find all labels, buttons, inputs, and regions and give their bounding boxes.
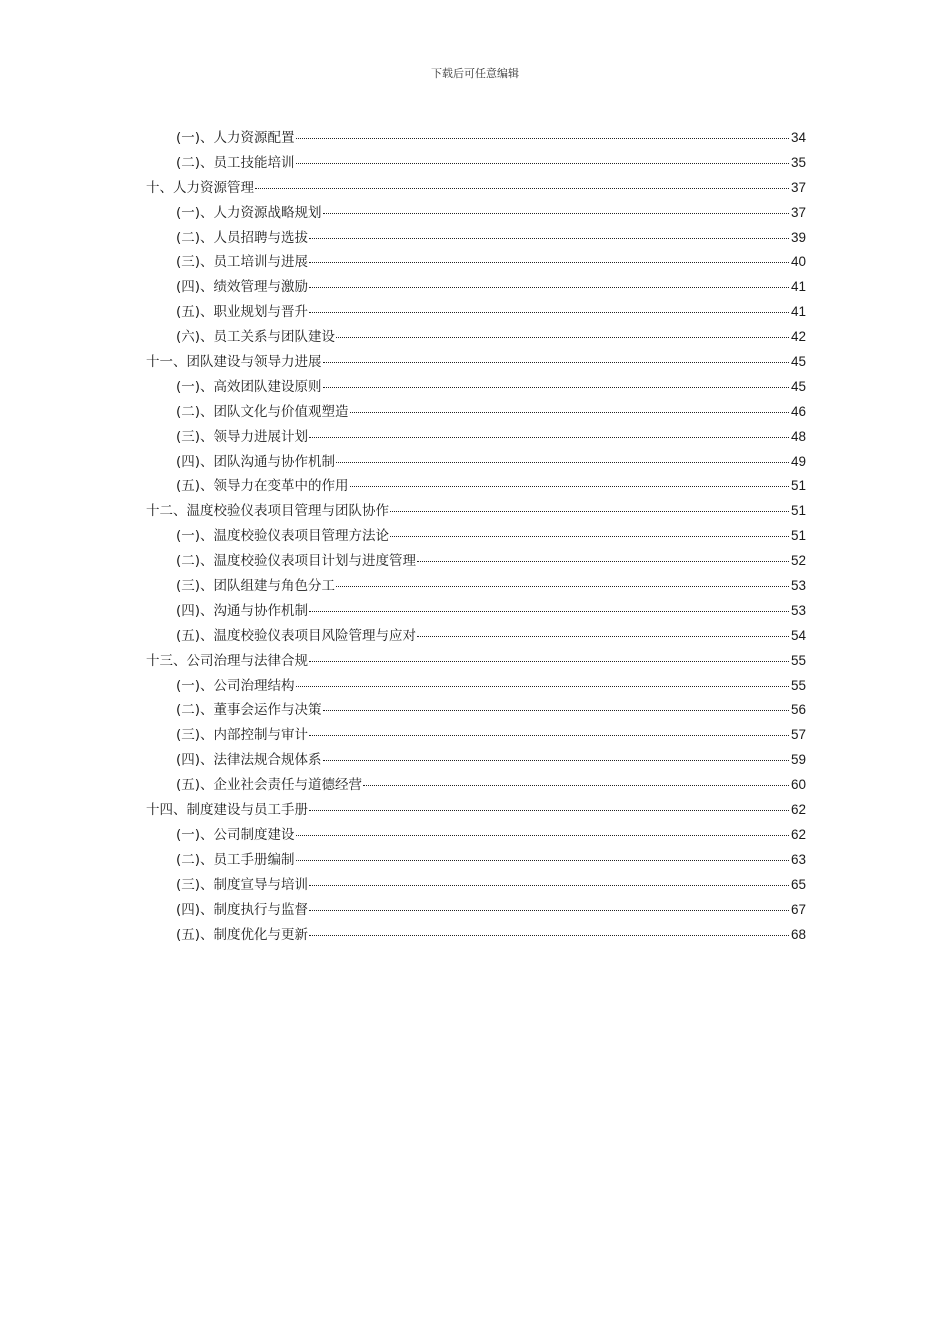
toc-entry-page-number: 53 xyxy=(790,602,806,618)
toc-entry-page-number: 41 xyxy=(790,279,806,295)
toc-dot-leader xyxy=(390,510,789,512)
toc-entry-page-number: 51 xyxy=(790,503,806,519)
toc-dot-leader xyxy=(309,311,789,313)
toc-dot-leader xyxy=(323,386,789,388)
toc-entry-page-number: 54 xyxy=(790,627,806,643)
toc-section-entry[interactable] xyxy=(146,698,806,723)
toc-entry-page-number: 60 xyxy=(790,777,806,793)
toc-dot-leader xyxy=(255,187,789,189)
table-of-contents xyxy=(146,126,806,947)
toc-section-entry[interactable] xyxy=(146,226,806,251)
toc-chapter-entry[interactable] xyxy=(146,350,806,375)
toc-section-entry[interactable] xyxy=(146,450,806,475)
toc-section-entry[interactable] xyxy=(146,549,806,574)
toc-dot-leader xyxy=(336,585,789,587)
toc-section-entry[interactable] xyxy=(146,201,806,226)
toc-entry-title: (一)、公司制度建设 xyxy=(176,826,295,843)
toc-entry-title: (五)、制度优化与更新 xyxy=(176,926,309,943)
toc-chapter-entry[interactable] xyxy=(146,798,806,823)
toc-entry-page-number: 42 xyxy=(790,329,806,345)
toc-chapter-entry[interactable] xyxy=(146,499,806,524)
toc-entry-page-number: 63 xyxy=(790,851,806,867)
toc-entry-title: (二)、团队文化与价值观塑造 xyxy=(176,403,349,420)
toc-entry-page-number: 45 xyxy=(790,354,806,370)
toc-dot-leader xyxy=(323,361,789,363)
toc-entry-title: (二)、员工技能培训 xyxy=(176,154,295,171)
toc-section-entry[interactable] xyxy=(146,151,806,176)
toc-chapter-entry[interactable] xyxy=(146,176,806,201)
toc-entry-title: (一)、温度校验仪表项目管理方法论 xyxy=(176,528,390,545)
toc-entry-title: (六)、员工关系与团队建设 xyxy=(176,329,336,346)
toc-entry-title: (一)、高效团队建设原则 xyxy=(176,378,322,395)
toc-dot-leader xyxy=(309,436,789,438)
toc-entry-page-number: 57 xyxy=(790,727,806,743)
toc-entry-page-number: 59 xyxy=(790,752,806,768)
toc-entry-title: (一)、公司治理结构 xyxy=(176,677,295,694)
toc-entry-title: (五)、领导力在变革中的作用 xyxy=(176,478,349,495)
toc-entry-page-number: 51 xyxy=(790,528,806,544)
toc-entry-title: (四)、绩效管理与激励 xyxy=(176,279,309,296)
toc-section-entry[interactable] xyxy=(146,723,806,748)
toc-section-entry[interactable] xyxy=(146,325,806,350)
toc-entry-title: (五)、温度校验仪表项目风险管理与应对 xyxy=(176,627,417,644)
toc-dot-leader xyxy=(309,934,789,936)
toc-section-entry[interactable] xyxy=(146,873,806,898)
toc-section-entry[interactable] xyxy=(146,823,806,848)
toc-dot-leader xyxy=(309,610,789,612)
toc-entry-page-number: 46 xyxy=(790,403,806,419)
toc-dot-leader xyxy=(350,411,789,413)
toc-dot-leader xyxy=(417,635,789,637)
toc-section-entry[interactable] xyxy=(146,898,806,923)
toc-dot-leader xyxy=(309,884,789,886)
toc-dot-leader xyxy=(309,660,789,662)
toc-section-entry[interactable] xyxy=(146,773,806,798)
toc-section-entry[interactable] xyxy=(146,574,806,599)
toc-dot-leader xyxy=(296,834,789,836)
toc-dot-leader xyxy=(323,709,789,711)
toc-dot-leader xyxy=(390,535,789,537)
toc-section-entry[interactable] xyxy=(146,126,806,151)
toc-section-entry[interactable] xyxy=(146,300,806,325)
toc-dot-leader xyxy=(296,859,789,861)
toc-entry-page-number: 56 xyxy=(790,702,806,718)
toc-entry-title: (三)、团队组建与角色分工 xyxy=(176,578,336,595)
toc-entry-page-number: 37 xyxy=(790,179,806,195)
toc-dot-leader xyxy=(309,286,789,288)
toc-dot-leader xyxy=(296,162,789,164)
toc-dot-leader xyxy=(323,212,789,214)
toc-dot-leader xyxy=(323,759,789,761)
toc-entry-title: (三)、领导力进展计划 xyxy=(176,428,309,445)
toc-section-entry[interactable] xyxy=(146,275,806,300)
toc-dot-leader xyxy=(309,237,789,239)
toc-dot-leader xyxy=(296,137,789,139)
toc-entry-page-number: 49 xyxy=(790,453,806,469)
toc-entry-page-number: 62 xyxy=(790,826,806,842)
toc-entry-page-number: 68 xyxy=(790,926,806,942)
toc-entry-page-number: 45 xyxy=(790,378,806,394)
toc-entry-title: (四)、团队沟通与协作机制 xyxy=(176,453,336,470)
toc-entry-page-number: 48 xyxy=(790,428,806,444)
toc-dot-leader xyxy=(309,261,789,263)
toc-entry-title: (四)、制度执行与监督 xyxy=(176,901,309,918)
toc-entry-title: (一)、人力资源配置 xyxy=(176,130,295,146)
toc-dot-leader xyxy=(417,560,789,562)
toc-dot-leader xyxy=(309,909,789,911)
toc-section-entry[interactable] xyxy=(146,624,806,649)
toc-entry-title: (三)、员工培训与进展 xyxy=(176,254,309,271)
toc-entry-page-number: 40 xyxy=(790,254,806,270)
page-header: 下载后可任意编辑 xyxy=(431,67,519,80)
toc-entry-title: (三)、内部控制与审计 xyxy=(176,727,309,744)
toc-section-entry[interactable] xyxy=(146,375,806,400)
toc-entry-title: 十二、温度校验仪表项目管理与团队协作 xyxy=(146,503,389,520)
toc-entry-page-number: 55 xyxy=(790,652,806,668)
toc-entry-title: (二)、人员招聘与选拔 xyxy=(176,229,309,246)
toc-entry-title: (二)、董事会运作与决策 xyxy=(176,702,322,719)
toc-entry-title: (三)、制度宣导与培训 xyxy=(176,876,309,893)
toc-entry-title: (四)、沟通与协作机制 xyxy=(176,602,309,619)
toc-entry-page-number: 67 xyxy=(790,901,806,917)
toc-entry-page-number: 53 xyxy=(790,578,806,594)
toc-entry-page-number: 65 xyxy=(790,876,806,892)
toc-entry-title: (四)、法律法规合规体系 xyxy=(176,752,322,769)
toc-dot-leader xyxy=(336,336,789,338)
toc-entry-title: 十一、团队建设与领导力进展 xyxy=(146,354,322,371)
toc-dot-leader xyxy=(296,685,789,687)
toc-dot-leader xyxy=(350,485,789,487)
toc-section-entry[interactable] xyxy=(146,400,806,425)
toc-entry-title: (五)、企业社会责任与道德经营 xyxy=(176,777,363,794)
toc-entry-title: (二)、温度校验仪表项目计划与进度管理 xyxy=(176,553,417,570)
toc-entry-page-number: 41 xyxy=(790,304,806,320)
toc-entry-title: (二)、员工手册编制 xyxy=(176,851,295,868)
toc-dot-leader xyxy=(309,734,789,736)
toc-section-entry[interactable] xyxy=(146,674,806,699)
toc-entry-page-number: 35 xyxy=(790,154,806,170)
toc-chapter-entry[interactable] xyxy=(146,649,806,674)
toc-section-entry[interactable] xyxy=(146,250,806,275)
toc-entry-page-number: 51 xyxy=(790,478,806,494)
toc-entry-title: (五)、职业规划与晋升 xyxy=(176,304,309,321)
toc-entry-page-number: 39 xyxy=(790,229,806,245)
toc-section-entry[interactable] xyxy=(146,474,806,499)
toc-entry-title: 十三、公司治理与法律合规 xyxy=(146,652,308,669)
toc-section-entry[interactable] xyxy=(146,748,806,773)
toc-section-entry[interactable] xyxy=(146,524,806,549)
toc-section-entry[interactable] xyxy=(146,848,806,873)
toc-entry-page-number: 55 xyxy=(790,677,806,693)
toc-entry-page-number: 34 xyxy=(790,130,806,145)
toc-dot-leader xyxy=(309,809,789,811)
toc-entry-page-number: 37 xyxy=(790,204,806,220)
toc-entry-page-number: 62 xyxy=(790,802,806,818)
toc-section-entry[interactable] xyxy=(146,425,806,450)
toc-section-entry[interactable] xyxy=(146,923,806,948)
toc-section-entry[interactable] xyxy=(146,599,806,624)
toc-dot-leader xyxy=(363,784,789,786)
toc-dot-leader xyxy=(336,461,789,463)
toc-entry-page-number: 52 xyxy=(790,553,806,569)
toc-entry-title: (一)、人力资源战略规划 xyxy=(176,204,322,221)
toc-entry-title: 十、人力资源管理 xyxy=(146,179,254,196)
toc-entry-title: 十四、制度建设与员工手册 xyxy=(146,802,308,819)
